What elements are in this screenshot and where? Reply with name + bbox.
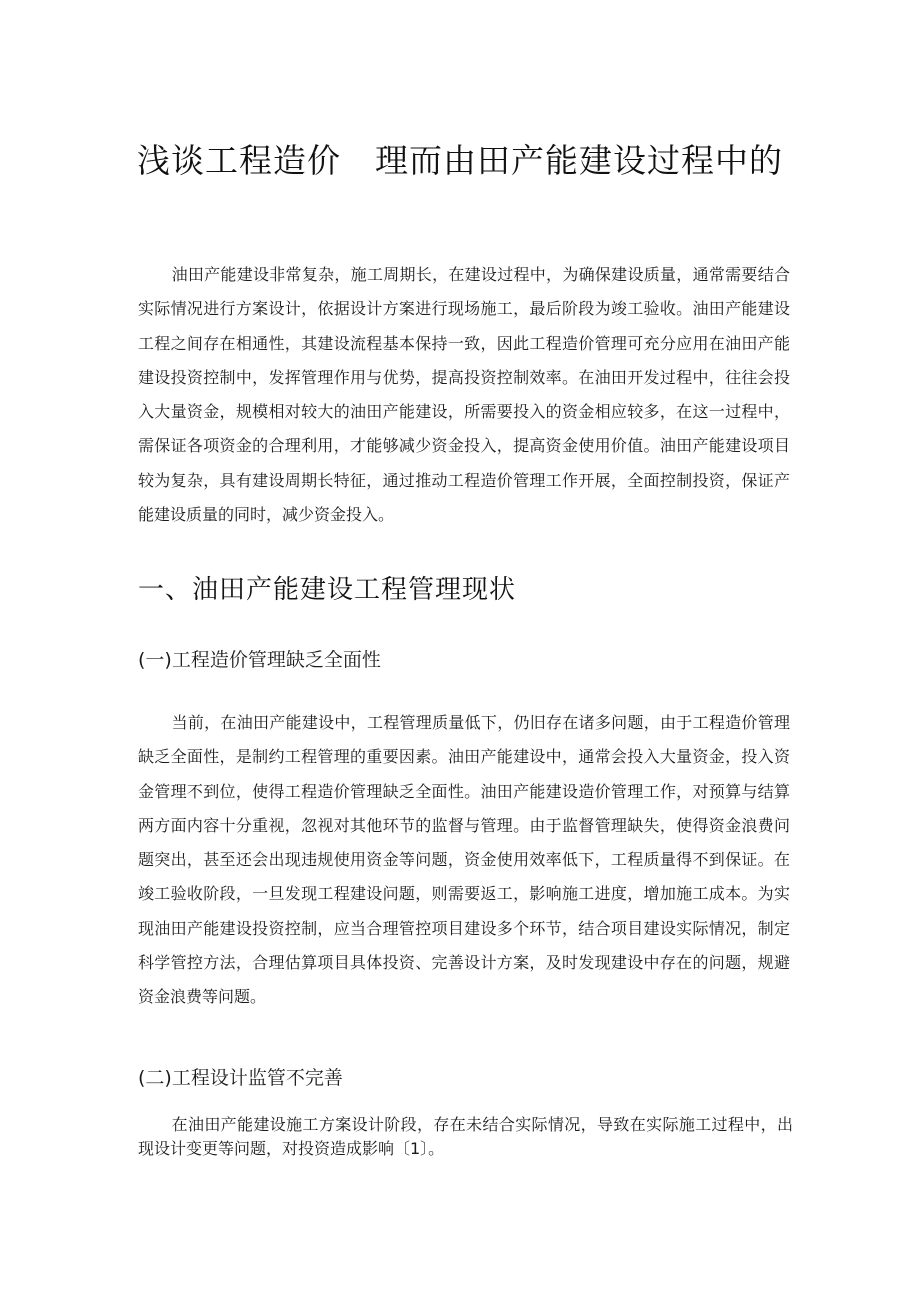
section-heading-1: 一、油田产能建设工程管理现状 bbox=[138, 575, 517, 605]
subsection-heading-2: (二)工程设计监管不完善 bbox=[138, 1067, 343, 1089]
document-title: 浅谈工程造价 理而由田产能建设过程中的 bbox=[137, 141, 783, 180]
subsection-1-paragraph: 当前，在油田产能建设中，工程管理质量低下，仍旧存在诸多问题，由于工程造价管理缺乏全面性，是制约工程管理的重要因素。油田产能建设中，通常会投入大量资金，投入资金管理不到位，使得工程造价管理缺乏全面性。油田产能建设造价管理工作，对预算与结算两方面内容十分重视，忽视对其他环节的监督与管理。由于监督管理缺失，使得资金浪费问题突出，甚至还会出现违规使用资金等问题，资金使用效率低下，工程质量得不到保证。在竣工验收阶段，一旦发现工程建设问题，则需要返工，影响施工进度，增加施工成本。为实现油田产能建设投资控制，应当合理管控项目建设多个环节，结合项目建设实际情况，制定科学管控方法，合理估算项目具体投资、完善设计方案，及时发现建设中存在的问题，规避资金浪费等问题。 bbox=[138, 713, 790, 1007]
intro-paragraph: 油田产能建设非常复杂，施工周期长，在建设过程中，为确保建设质量，通常需要结合实际情况进行方案设计，依据设计方案进行现场施工，最后阶段为竣工验收。油田产能建设工程之间存在相通性，其建设流程基本保持一致，因此工程造价管理可充分应用在油田产能建设投资控制中，发挥管理作用与优势，提高投资控制效率。在油田开发过程中，往往会投入大量资金，规模相对较大的油田产能建设，所需要投入的资金相应较多，在这一过程中，需保证各项资金的合理利用，才能够减少资金投入，提高资金使用价值。油田产能建设项目较为复杂，具有建设周期长特征，通过推动工程造价管理工作开展，全面控制投资，保证产能建设质量的同时，减少资金投入。 bbox=[138, 265, 790, 525]
subsection-2-paragraph: 在油田产能建设施工方案设计阶段，存在未结合实际情况，导致在实际施工过程中，出现设计变更等问题，对投资造成影响〔1〕。 bbox=[138, 1115, 793, 1158]
subsection-heading-1: (一)工程造价管理缺乏全面性 bbox=[138, 649, 381, 671]
